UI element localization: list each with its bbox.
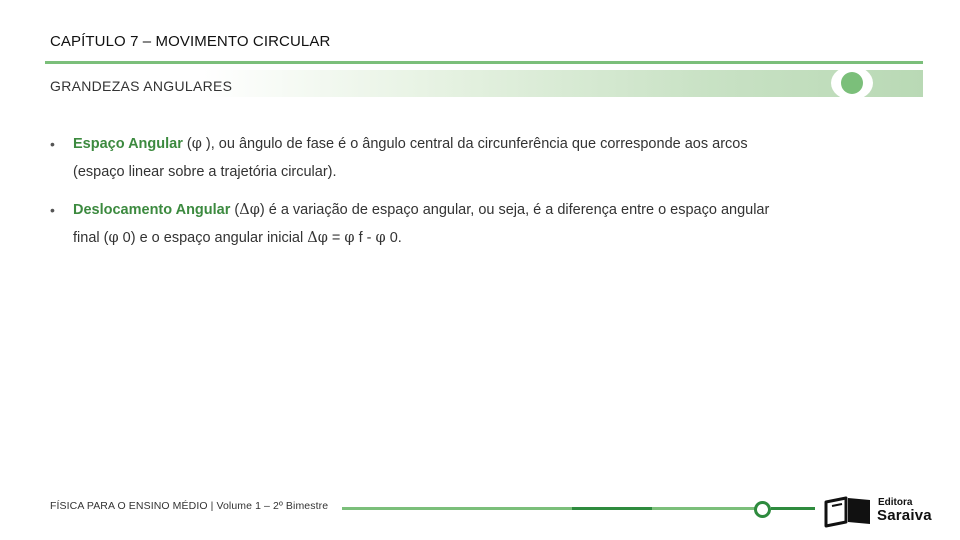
logo-text-saraiva: Saraiva [877,507,932,524]
phi-symbol: φ [108,230,119,246]
footer-caption: FÍSICA PARA O ENSINO MÉDIO | Volume 1 – 2º Bimestre [50,500,329,512]
footer-divider-end [771,507,815,510]
list-item-deslocamento-angular [73,196,863,252]
list-item-line [73,224,863,252]
text-segment: final ( [73,230,109,246]
delta-phi-symbol: Δφ [239,202,260,218]
header-divider [45,61,923,64]
text-segment: ( [230,202,240,218]
term-label: Deslocamento Angular [73,202,231,218]
text-segment: 0) e o espaço angular inicial [118,230,308,246]
text-segment: ) é a variação de espaço angular, ou seja, é a diferença entre o espaço angular [259,202,770,218]
header-circle-icon [841,72,863,94]
footer-circle-icon [754,501,771,518]
delta-phi-symbol: Δφ [307,230,328,246]
chapter-title: CAPÍTULO 7 – MOVIMENTO CIRCULAR [50,33,331,50]
bullet-icon: • [50,202,55,218]
section-title: GRANDEZAS ANGULARES [50,78,233,94]
term-label: Espaço Angular [73,136,183,152]
phi-symbol: φ [191,136,202,152]
text-segment: f - [354,230,376,246]
text-segment: ), ou ângulo de fase é o ângulo central da circunferência que corresponde aos arcos [201,136,748,152]
logo-text-editora: Editora [878,497,913,508]
text-segment: 0. [385,230,402,246]
publisher-logo [824,494,944,528]
list-item-line [73,130,863,158]
list-item-espaco-angular [73,130,863,186]
bullet-icon: • [50,136,55,152]
phi-symbol: φ [344,230,355,246]
footer-divider-accent [572,507,652,510]
text-segment: ( [182,136,192,152]
list-item-line: (espaço linear sobre a trajetória circular). [73,164,337,180]
list-item-line [73,196,863,224]
phi-symbol: φ [375,230,386,246]
footer-divider [342,507,756,510]
text-segment: = [327,230,345,246]
book-logo-icon [824,494,874,528]
